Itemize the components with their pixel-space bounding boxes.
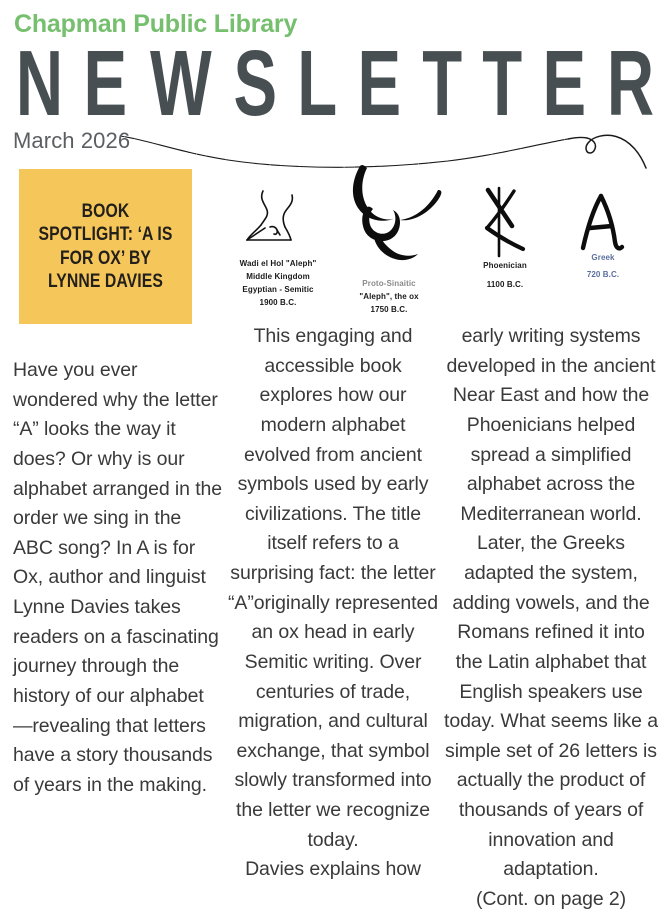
glyph-cell-phoenician: [450, 184, 560, 292]
title-letter: T: [421, 32, 462, 136]
title-letter: W: [149, 32, 212, 136]
greek-alpha-icon: [575, 190, 631, 252]
article-column-1: [13, 356, 223, 800]
glyph-caption-line: Greek: [591, 253, 615, 262]
book-spotlight-heading: BOOK SPOTLIGHT: ‘A IS FOR OX’ BY LYNNE DAVIES: [38, 201, 173, 292]
title-letter: E: [542, 32, 586, 136]
glyph-caption-line: "Aleph", the ox: [359, 291, 419, 301]
title-letter: L: [297, 32, 338, 136]
article-paragraph: early writing systems developed in the ancient Near East and how the Phoenicians helped spread a simplified alphabet across the Mediterranean world. Later, the Greeks adapted the system, adding vowels, and the Romans refined it into the Latin alphabet that English speakers use today. What seems like a simple set of 26 letters is actually the product of thousands of years of innovation and adaptation.: [444, 325, 658, 881]
glyph-caption-line: Egyptian - Semitic: [242, 284, 314, 294]
glyph-caption-line: Phoenician: [483, 261, 527, 270]
wadi-el-hol-ox-head-icon: [240, 182, 316, 258]
article-column-2: [228, 322, 438, 885]
glyph-caption-line: 1900 B.C.: [259, 297, 297, 307]
glyph-cell-proto-sinaitic: [324, 160, 454, 317]
title-letter: R: [606, 32, 655, 136]
phoenician-aleph-icon: [474, 184, 536, 260]
glyph-caption-line: 1100 B.C.: [486, 279, 524, 289]
issue-date: March 2026: [13, 128, 131, 153]
title-letter: E: [357, 32, 402, 136]
title-letter: S: [233, 32, 278, 136]
article-column-3: [443, 322, 659, 915]
book-spotlight-box: [19, 169, 192, 324]
proto-sinaitic-aleph-icon: [330, 160, 448, 278]
article-continuation-note: (Cont. on page 2): [475, 887, 627, 910]
glyph-caption-line: Middle Kingdom: [246, 271, 310, 281]
article-paragraph: Davies explains how: [245, 858, 421, 881]
library-name: Chapman Public Library: [14, 10, 298, 38]
title-letter: N: [15, 32, 64, 136]
page-title: [12, 32, 658, 136]
glyph-cell-greek: [548, 190, 658, 282]
glyph-caption-line: 720 B.C.: [586, 269, 620, 279]
glyph-caption-line: Proto-Sinaitic: [362, 279, 416, 288]
article-paragraph: Have you ever wondered why the letter “A” looks the way it does? Or why is our alphabet arranged in the order we sing in the ABC song? In A is for Ox, author and linguist Lynne Davies takes readers on a fascinating journey through the history of our alphabet—revealing that letters have a story thousands of years in the making.: [13, 359, 223, 796]
alphabet-evolution-figure: [214, 162, 666, 322]
title-letter: E: [84, 32, 128, 136]
title-letter: T: [482, 32, 522, 136]
article-body: [0, 322, 666, 910]
article-paragraph: This engaging and accessible book explores how our modern alphabet evolved from ancient symbols used by early civilizations. The title itself refers to a surprising fact: the letter “A”originally represented an ox head in early Semitic writing. Over centuries of trade, migration, and cultural exchange, that symbol slowly transformed into the letter we recognize today.: [228, 325, 438, 851]
glyph-caption-line: 1750 B.C.: [370, 304, 408, 314]
glyph-caption-line: Wadi el Hol "Aleph": [239, 259, 317, 268]
glyph-cell-wadi-el-hol: [218, 182, 338, 310]
